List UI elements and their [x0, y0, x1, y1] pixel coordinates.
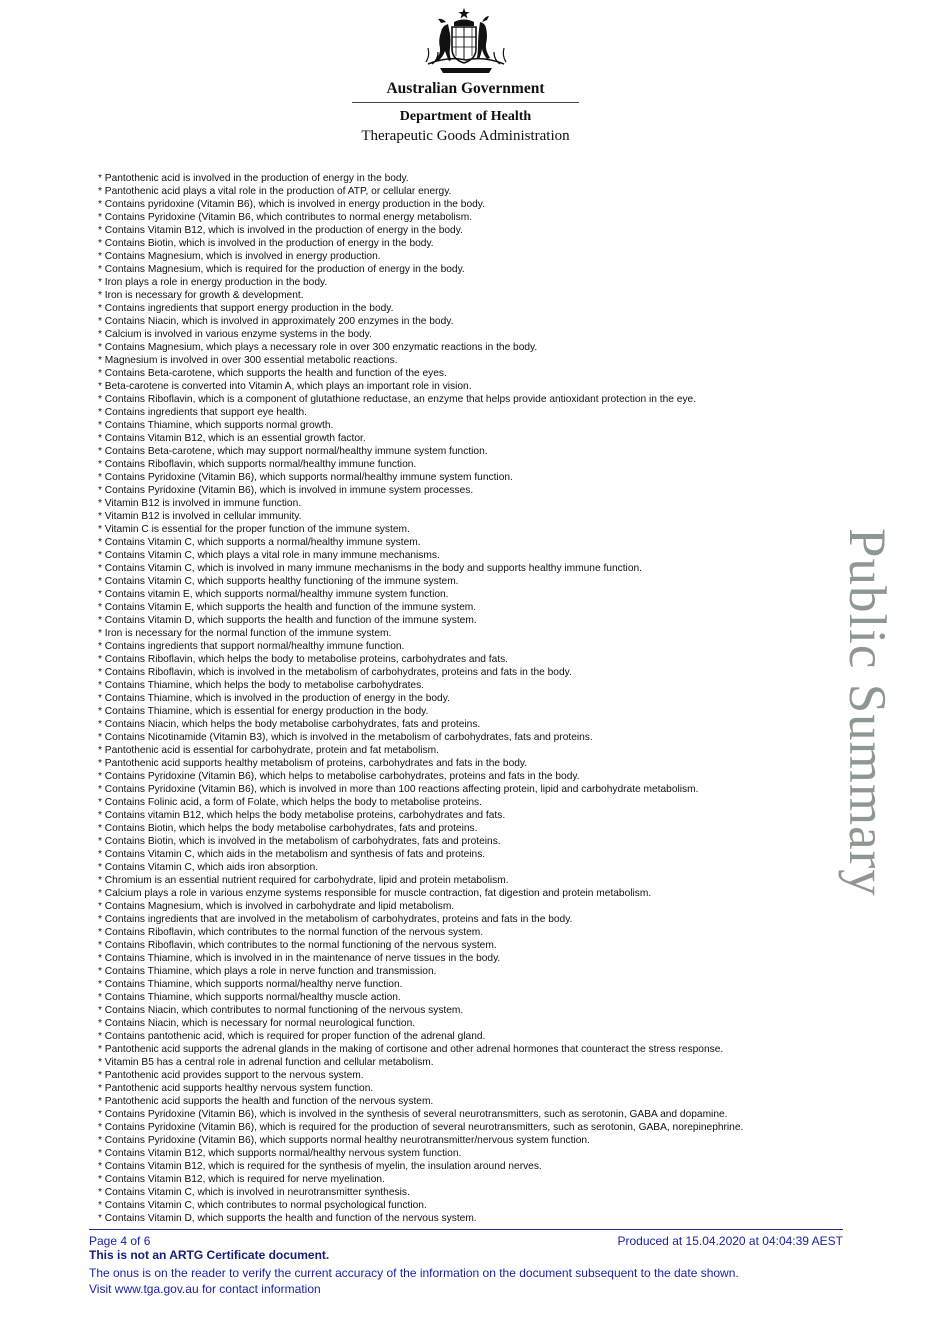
claim-item: * Contains Niacin, which is involved in approximately 200 enzymes in the body. [98, 316, 454, 327]
claim-item: * Contains Vitamin D, which supports the health and function of the nervous system. [98, 1213, 477, 1224]
claim-item: * Contains Vitamin C, which contributes to normal psychological function. [98, 1200, 427, 1211]
claim-item: * Vitamin B12 is involved in cellular immunity. [98, 511, 302, 522]
claim-item: * Contains Thiamine, which supports normal/healthy nerve function. [98, 979, 403, 990]
claim-item: * Magnesium is involved in over 300 essential metabolic reactions. [98, 355, 398, 366]
claim-item: * Contains Thiamine, which supports normal growth. [98, 420, 334, 431]
claim-item: * Pantothenic acid plays a vital role in the production of ATP, or cellular energy. [98, 186, 452, 197]
claim-item: * Contains Thiamine, which plays a role in nerve function and transmission. [98, 966, 437, 977]
claim-item: * Contains Magnesium, which is involved in carbohydrate and lipid metabolism. [98, 901, 455, 912]
claim-item: * Vitamin C is essential for the proper function of the immune system. [98, 524, 410, 535]
not-certificate-notice: This is not an ARTG Certificate document. [89, 1248, 330, 1262]
claim-item: * Contains ingredients that support energy production in the body. [98, 303, 394, 314]
claim-item: * Contains Magnesium, which is required for the production of energy in the body. [98, 264, 465, 275]
australian-coat-of-arms-icon [418, 4, 514, 78]
department-name: Department of Health [399, 109, 532, 124]
claim-item: * Contains pantothenic acid, which is required for proper function of the adrenal gland. [98, 1031, 486, 1042]
claim-item: * Contains Pyridoxine (Vitamin B6), which is involved in more than 100 reactions affecting protein, lipid and carbohydrate metabolism. [98, 784, 699, 795]
header-divider [352, 102, 579, 103]
onus-disclaimer: The onus is on the reader to verify the current accuracy of the information on the document subsequent to the date shown. [89, 1266, 739, 1280]
claim-item: * Contains Pyridoxine (Vitamin B6), which helps to metabolise carbohydrates, proteins and fats in the body. [98, 771, 580, 782]
claim-item: * Contains Beta-carotene, which may support normal/healthy immune system function. [98, 446, 488, 457]
claim-item: * Contains Biotin, which is involved in the production of energy in the body. [98, 238, 434, 249]
claim-item: * Contains Vitamin D, which supports the health and function of the immune system. [98, 615, 477, 626]
produced-timestamp: Produced at 15.04.2020 at 04:04:39 AEST [617, 1234, 843, 1248]
claim-item: * Contains Niacin, which helps the body metabolise carbohydrates, fats and proteins. [98, 719, 481, 730]
claim-item: * Contains Nicotinamide (Vitamin B3), which is involved in the metabolism of carbohydrates, fats and proteins. [98, 732, 593, 743]
claim-item: * Contains Niacin, which contributes to normal functioning of the nervous system. [98, 1005, 464, 1016]
claim-item: * Beta-carotene is converted into Vitamin A, which plays an important role in vision. [98, 381, 472, 392]
claim-item: * Pantothenic acid supports the health and function of the nervous system. [98, 1096, 434, 1107]
public-summary-watermark: Public Summary [838, 528, 896, 897]
claim-item: * Contains Vitamin C, which supports a normal/healthy immune system. [98, 537, 421, 548]
claim-item: * Contains Vitamin B12, which is involved in the production of energy in the body. [98, 225, 463, 236]
claim-item: * Contains vitamin E, which supports normal/healthy immune system function. [98, 589, 449, 600]
claim-item: * Contains Beta-carotene, which supports the health and function of the eyes. [98, 368, 447, 379]
claim-item: * Contains Biotin, which is involved in the metabolism of carbohydrates, fats and proteins. [98, 836, 501, 847]
claim-item: * Contains ingredients that support eye health. [98, 407, 307, 418]
claim-item: * Contains Biotin, which helps the body metabolise carbohydrates, fats and proteins. [98, 823, 478, 834]
claim-item: * Contains Folinic acid, a form of Folate, which helps the body to metabolise proteins. [98, 797, 482, 808]
claim-item: * Iron is necessary for the normal function of the immune system. [98, 628, 392, 639]
claim-item: * Contains pyridoxine (Vitamin B6), which is involved in energy production in the body. [98, 199, 485, 210]
claim-item: * Contains Magnesium, which plays a necessary role in over 300 enzymatic reactions in the body. [98, 342, 538, 353]
claim-item: * Contains Thiamine, which supports normal/healthy muscle action. [98, 992, 401, 1003]
claim-item: * Contains Riboflavin, which supports normal/healthy immune function. [98, 459, 417, 470]
claim-item: * Contains Vitamin C, which is involved in many immune mechanisms in the body and supports healthy immune function. [98, 563, 642, 574]
health-claims-list [98, 172, 828, 1225]
claim-item: * Iron plays a role in energy production in the body. [98, 277, 328, 288]
government-name: Australian Government [386, 80, 545, 97]
claim-item: * Contains Vitamin B12, which is required for nerve myelination. [98, 1174, 385, 1185]
agency-name: Therapeutic Goods Administration [361, 128, 570, 144]
claim-item: * Contains Vitamin C, which is involved in neurotransmitter synthesis. [98, 1187, 410, 1198]
claim-item: * Contains Thiamine, which is involved in in the maintenance of nerve tissues in the body. [98, 953, 501, 964]
claim-item: * Contains Pyridoxine (Vitamin B6, which contributes to normal energy metabolism. [98, 212, 473, 223]
claim-item: * Iron is necessary for growth & development. [98, 290, 304, 301]
claim-item: * Contains Thiamine, which is essential for energy production in the body. [98, 706, 429, 717]
claim-item: * Pantothenic acid is involved in the production of energy in the body. [98, 173, 409, 184]
claim-item: * Vitamin B5 has a central role in adrenal function and cellular metabolism. [98, 1057, 434, 1068]
claim-item: * Pantothenic acid supports healthy metabolism of proteins, carbohydrates and fats in the body. [98, 758, 528, 769]
claim-item: * Vitamin B12 is involved in immune function. [98, 498, 302, 509]
claim-item: * Pantothenic acid supports healthy nervous system function. [98, 1083, 374, 1094]
footer-divider [89, 1229, 843, 1230]
claim-item: * Contains Riboflavin, which contributes to the normal functioning of the nervous system. [98, 940, 497, 951]
claim-item: * Contains Riboflavin, which contributes to the normal function of the nervous system. [98, 927, 484, 938]
claim-item: * Contains ingredients that support normal/healthy immune function. [98, 641, 405, 652]
claim-item: * Contains Pyridoxine (Vitamin B6), which is required for the production of several neurotransmitters, such as serotonin, GABA, norepinephrine. [98, 1122, 744, 1133]
claim-item: * Contains Vitamin C, which plays a vital role in many immune mechanisms. [98, 550, 440, 561]
claim-item: * Pantothenic acid supports the adrenal glands in the making of cortisone and other adrenal hormones that counteract the stress response. [98, 1044, 724, 1055]
claim-item: * Contains Riboflavin, which is a component of glutathione reductase, an enzyme that helps provide antioxidant protection in the eye. [98, 394, 697, 405]
claim-item: * Contains Riboflavin, which helps the body to metabolise proteins, carbohydrates and fats. [98, 654, 508, 665]
claim-item: * Contains Vitamin C, which supports healthy functioning of the immune system. [98, 576, 459, 587]
claim-item: * Contains Vitamin B12, which is an essential growth factor. [98, 433, 366, 444]
claim-item: * Contains Niacin, which is necessary for normal neurological function. [98, 1018, 416, 1029]
claim-item: * Pantothenic acid provides support to the nervous system. [98, 1070, 364, 1081]
claim-item: * Calcium is involved in various enzyme systems in the body. [98, 329, 372, 340]
claim-item: * Contains Thiamine, which helps the body to metabolise carbohydrates. [98, 680, 424, 691]
claim-item: * Chromium is an essential nutrient required for carbohydrate, lipid and protein metabolism. [98, 875, 509, 886]
claim-item: * Contains Magnesium, which is involved in energy production. [98, 251, 381, 262]
claim-item: * Contains vitamin B12, which helps the body metabolise proteins, carbohydrates and fats. [98, 810, 506, 821]
claim-item: * Contains Pyridoxine (Vitamin B6), which supports normal healthy neurotransmitter/nervous system function. [98, 1135, 590, 1146]
claim-item: * Contains Vitamin B12, which supports normal/healthy nervous system function. [98, 1148, 462, 1159]
claim-item: * Contains Thiamine, which is involved in the production of energy in the body. [98, 693, 450, 704]
claim-item: * Contains Vitamin C, which aids iron absorption. [98, 862, 319, 873]
claim-item: * Contains Riboflavin, which is involved in the metabolism of carbohydrates, proteins and fats in the body. [98, 667, 572, 678]
claim-item: * Contains Pyridoxine (Vitamin B6), which is involved in the synthesis of several neurotransmitters, such as serotonin, GABA and dopamine. [98, 1109, 728, 1120]
claim-item: * Contains Pyridoxine (Vitamin B6), which supports normal/healthy immune system function. [98, 472, 513, 483]
claim-item: * Contains Vitamin E, which supports the health and function of the immune system. [98, 602, 477, 613]
claim-item: * Calcium plays a role in various enzyme systems responsible for muscle contraction, fat digestion and protein metabolism. [98, 888, 652, 899]
claim-item: * Contains ingredients that are involved in the metabolism of carbohydrates, proteins and fats in the body. [98, 914, 573, 925]
claim-item: * Contains Vitamin B12, which is required for the synthesis of myelin, the insulation around nerves. [98, 1161, 542, 1172]
claim-item: * Contains Vitamin C, which aids in the metabolism and synthesis of fats and proteins. [98, 849, 486, 860]
claim-item: * Pantothenic acid is essential for carbohydrate, protein and fat metabolism. [98, 745, 439, 756]
claim-item: * Contains Pyridoxine (Vitamin B6), which is involved in immune system processes. [98, 485, 474, 496]
contact-info: Visit www.tga.gov.au for contact information [89, 1282, 321, 1296]
page-number: Page 4 of 6 [89, 1234, 151, 1248]
